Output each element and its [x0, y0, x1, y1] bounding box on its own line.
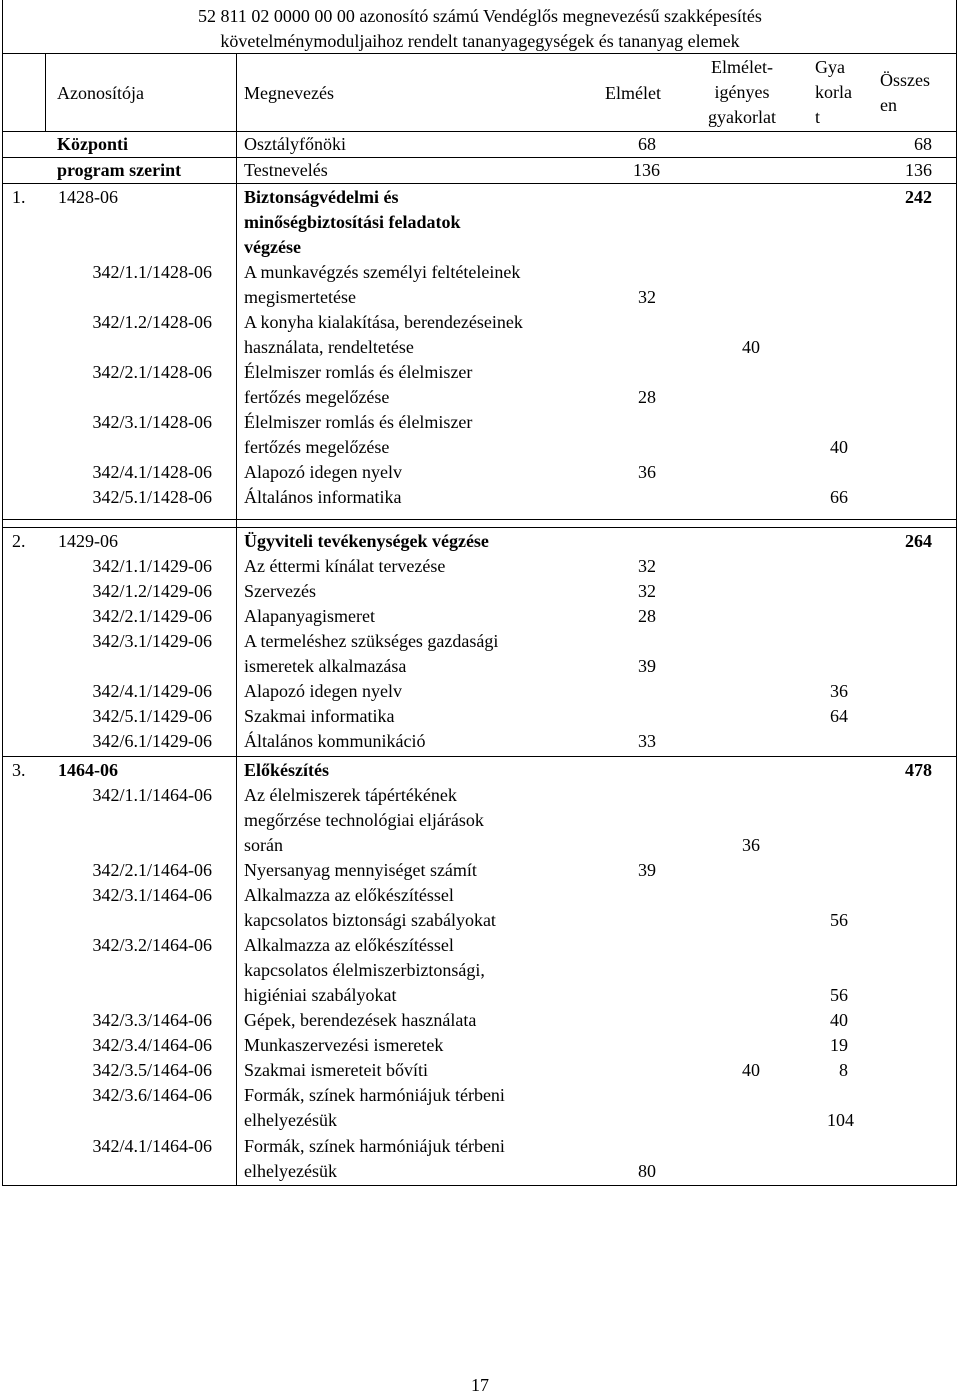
- item-name: Alapozó idegen nyelv: [244, 462, 402, 482]
- kozponti-label-2: program szerint: [57, 160, 182, 180]
- item-code: 342/1.1/1429-06: [92, 556, 212, 576]
- item-code: 342/3.6/1464-06: [92, 1085, 212, 1105]
- module-number: 2.: [12, 531, 26, 551]
- module-title-line: Biztonságvédelmi és: [244, 187, 399, 207]
- rule-header: [2, 131, 957, 132]
- item-gyakorlat: 40: [830, 1010, 848, 1030]
- module-title-line: minőségbiztosítási feladatok: [244, 212, 461, 232]
- col-header-osszesen-2: en: [880, 95, 897, 115]
- item-code: 342/5.1/1428-06: [92, 487, 212, 507]
- item-name: során: [244, 835, 283, 855]
- item-name: Formák, színek harmóniájuk térbeni: [244, 1136, 505, 1156]
- kozponti-row-name: Osztályfőnöki: [244, 134, 346, 154]
- col-header-gyakorlat-2: korla: [815, 82, 852, 102]
- item-name: A munkavégzés személyi feltételeinek: [244, 262, 521, 282]
- kozponti-row-elmelet: 68: [638, 134, 656, 154]
- item-name: Alapozó idegen nyelv: [244, 681, 402, 701]
- col-header-gyakorlat-3: t: [815, 107, 821, 127]
- item-code: 342/4.1/1464-06: [92, 1136, 212, 1156]
- module-code: 1428-06: [58, 187, 118, 207]
- item-name: higiéniai szabályokat: [244, 985, 397, 1005]
- item-gyakorlat: 56: [830, 985, 848, 1005]
- page-number: 17: [471, 1375, 489, 1395]
- item-name: Élelmiszer romlás és élelmiszer: [244, 412, 473, 432]
- item-code: 342/4.1/1428-06: [92, 462, 212, 482]
- item-name: kapcsolatos élelmiszerbiztonsági,: [244, 960, 485, 980]
- item-elmelet: 39: [638, 860, 656, 880]
- item-name: fertőzés megelőzése: [244, 387, 390, 407]
- item-gyakorlat: 64: [830, 706, 848, 726]
- item-gyakorlat: 40: [830, 437, 848, 457]
- kozponti-row-osszesen: 68: [914, 134, 932, 154]
- doc-title-line2: követelménymoduljaihoz rendelt tananyagegységek és tananyag elemek: [220, 31, 740, 51]
- item-elmelet: 80: [638, 1161, 656, 1181]
- item-name: Munkaszervezési ismeretek: [244, 1035, 444, 1055]
- item-name: Általános kommunikáció: [244, 731, 426, 751]
- rule-v-left: [45, 53, 46, 131]
- item-elmelet: 32: [638, 556, 656, 576]
- module-title: Ügyviteli tevékenységek végzése: [244, 531, 489, 551]
- item-name: Nyersanyag mennyiséget számít: [244, 860, 477, 880]
- module-title-line: végzése: [244, 237, 301, 257]
- item-elmelet: 39: [638, 656, 656, 676]
- item-code: 342/3.2/1464-06: [92, 935, 212, 955]
- item-elmeletigenyes: 40: [742, 1060, 760, 1080]
- item-gyakorlat: 56: [830, 910, 848, 930]
- item-name: Alapanyagismeret: [244, 606, 375, 626]
- module-number: 3.: [12, 760, 26, 780]
- item-code: 342/3.3/1464-06: [92, 1010, 212, 1030]
- item-gyakorlat: 19: [830, 1035, 848, 1055]
- item-elmelet: 33: [638, 731, 656, 751]
- item-name: Alkalmazza az előkészítéssel: [244, 885, 454, 905]
- item-code: 342/1.2/1428-06: [92, 312, 212, 332]
- col-header-azonosito: Azonosítója: [57, 83, 144, 103]
- item-name: Gépek, berendezések használata: [244, 1010, 477, 1030]
- item-elmelet: 28: [638, 387, 656, 407]
- item-name: Élelmiszer romlás és élelmiszer: [244, 362, 473, 382]
- item-code: 342/6.1/1429-06: [92, 731, 212, 751]
- item-name: használata, rendeltetése: [244, 337, 414, 357]
- item-elmeletigenyes: 40: [742, 337, 760, 357]
- col-header-elmeletigenyes-2: igényes: [714, 82, 770, 102]
- item-gyakorlat: 104: [827, 1110, 854, 1130]
- rule-module2: [2, 527, 957, 528]
- col-header-elmeletigenyes-1: Elmélet-: [711, 57, 773, 77]
- module-number: 1.: [12, 187, 26, 207]
- col-header-gyakorlat-1: Gya: [815, 57, 845, 77]
- item-gyakorlat: 36: [830, 681, 848, 701]
- col-header-megnevezes: Megnevezés: [244, 83, 334, 103]
- item-code: 342/3.5/1464-06: [92, 1060, 212, 1080]
- col-header-elmeletigenyes-3: gyakorlat: [708, 107, 776, 127]
- item-name: kapcsolatos biztonsági szabályokat: [244, 910, 496, 930]
- kozponti-row-osszesen: 136: [905, 160, 932, 180]
- item-name: Általános informatika: [244, 487, 402, 507]
- item-name: elhelyezésük: [244, 1110, 337, 1130]
- item-name: Szakmai ismereteit bővíti: [244, 1060, 428, 1080]
- col-header-osszesen-1: Összes: [880, 70, 930, 90]
- item-code: 342/1.2/1429-06: [92, 581, 212, 601]
- doc-title-line1: 52 811 02 0000 00 00 azonosító számú Vendéglős megnevezésű szakképesítés: [198, 6, 762, 26]
- module-code: 1464-06: [58, 760, 118, 780]
- module-code: 1429-06: [58, 531, 118, 551]
- kozponti-row-elmelet: 136: [633, 160, 660, 180]
- item-elmelet: 36: [638, 462, 656, 482]
- item-name: A konyha kialakítása, berendezéseinek: [244, 312, 523, 332]
- item-elmelet: 28: [638, 606, 656, 626]
- item-code: 342/3.4/1464-06: [92, 1035, 212, 1055]
- item-name: Szakmai informatika: [244, 706, 395, 726]
- kozponti-label-1: Központi: [57, 134, 129, 154]
- item-code: 342/2.1/1429-06: [92, 606, 212, 626]
- item-name: fertőzés megelőzése: [244, 437, 390, 457]
- item-name: elhelyezésük: [244, 1161, 337, 1181]
- item-code: 342/2.1/1428-06: [92, 362, 212, 382]
- item-name: Alkalmazza az előkészítéssel: [244, 935, 454, 955]
- module-title: Előkészítés: [244, 760, 329, 780]
- item-name: Formák, színek harmóniájuk térbeni: [244, 1085, 505, 1105]
- item-gyakorlat: 8: [839, 1060, 848, 1080]
- item-code: 342/3.1/1428-06: [92, 412, 212, 432]
- item-name: megismertetése: [244, 287, 356, 307]
- rule-gap-bottom: [2, 519, 957, 520]
- module-total: 264: [905, 531, 932, 551]
- item-code: 342/3.1/1429-06: [92, 631, 212, 651]
- item-elmelet: 32: [638, 287, 656, 307]
- rule-module3: [2, 756, 957, 757]
- item-name: Az éttermi kínálat tervezése: [244, 556, 446, 576]
- col-header-elmelet: Elmélet: [605, 83, 661, 103]
- item-code: 342/1.1/1428-06: [92, 262, 212, 282]
- item-code: 342/3.1/1464-06: [92, 885, 212, 905]
- item-code: 342/5.1/1429-06: [92, 706, 212, 726]
- item-code: 342/2.1/1464-06: [92, 860, 212, 880]
- item-code: 342/1.1/1464-06: [92, 785, 212, 805]
- module-total: 242: [905, 187, 932, 207]
- item-code: 342/4.1/1429-06: [92, 681, 212, 701]
- item-name: Szervezés: [244, 581, 316, 601]
- item-name: megőrzése technológiai eljárások: [244, 810, 484, 830]
- rule-v-center: [236, 53, 237, 1186]
- item-elmelet: 32: [638, 581, 656, 601]
- rule-module1: [2, 183, 957, 184]
- item-name: A termeléshez szükséges gazdasági: [244, 631, 499, 651]
- item-name: ismeretek alkalmazása: [244, 656, 407, 676]
- kozponti-row-name: Testnevelés: [244, 160, 328, 180]
- item-elmeletigenyes: 36: [742, 835, 760, 855]
- module-total: 478: [905, 760, 932, 780]
- item-name: Az élelmiszerek tápértékének: [244, 785, 457, 805]
- item-gyakorlat: 66: [830, 487, 848, 507]
